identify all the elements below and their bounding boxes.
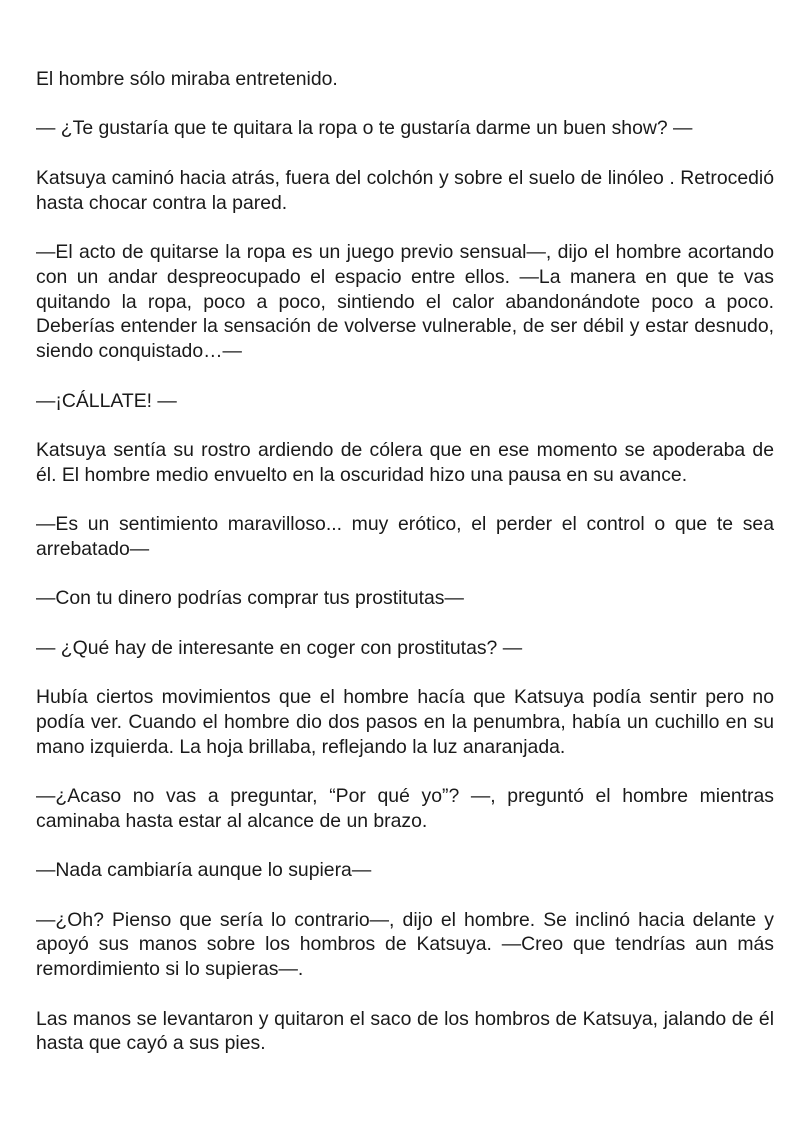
- paragraph-narration: Hubía ciertos movimientos que el hombre hacía que Katsuya podía sentir pero no podía ver. Cuando el hombre dio dos pasos en la penumbra, había un cuchillo en su mano izquierda. La hoja brillaba, reflejando la luz anaranjada.: [36, 686, 774, 758]
- paragraph-dialogue: —Es un sentimiento maravilloso... muy erótico, el perder el control o que te sea arrebatado—: [36, 513, 774, 560]
- paragraph-dialogue: — ¿Qué hay de interesante en coger con prostitutas? —: [36, 636, 523, 659]
- paragraph-narration: Katsuya caminó hacia atrás, fuera del colchón y sobre el suelo de linóleo . Retrocedió hasta chocar contra la pared.: [36, 166, 774, 214]
- paragraph-narration: El hombre sólo miraba entretenido.: [36, 68, 338, 90]
- paragraph-dialogue: —¡CÁLLATE! —: [36, 389, 177, 412]
- paragraph-narration: Las manos se levantaron y quitaron el saco de los hombros de Katsuya, jalando de él hasta que cayó a sus pies.: [36, 1007, 774, 1055]
- paragraph-dialogue: —Con tu dinero podrías comprar tus prostitutas—: [36, 587, 464, 610]
- paragraph-dialogue: —¿Acaso no vas a preguntar, “Por qué yo”? —, preguntó el hombre mientras caminaba hasta estar al alcance de un brazo.: [36, 785, 774, 832]
- paragraph-dialogue: — ¿Te gustaría que te quitara la ropa o te gustaría darme un buen show? —: [36, 117, 693, 140]
- paragraph-dialogue: —Nada cambiaría aunque lo supiera—: [36, 859, 372, 882]
- paragraph-narration: Katsuya sentía su rostro ardiendo de cólera que en ese momento se apoderaba de él. El hombre medio envuelto en la oscuridad hizo una pausa en su avance.: [36, 438, 774, 486]
- paragraph-dialogue: —El acto de quitarse la ropa es un juego previo sensual—, dijo el hombre acortando con un andar despreocupado el espacio entre ellos. —La manera en que te vas quitando la ropa, poco a poco, sintiendo el calor abandonándote poco a poco. Deberías entender la sensación de volverse vulnerable, de ser débil y estar desnudo, siendo conquistado…—: [36, 240, 774, 363]
- paragraph-dialogue: —¿Oh? Pienso que sería lo contrario—, dijo el hombre. Se inclinó hacia delante y apoyó sus manos sobre los hombros de Katsuya. —Creo que tendrías aun más remordimiento si lo supieras—.: [36, 908, 774, 981]
